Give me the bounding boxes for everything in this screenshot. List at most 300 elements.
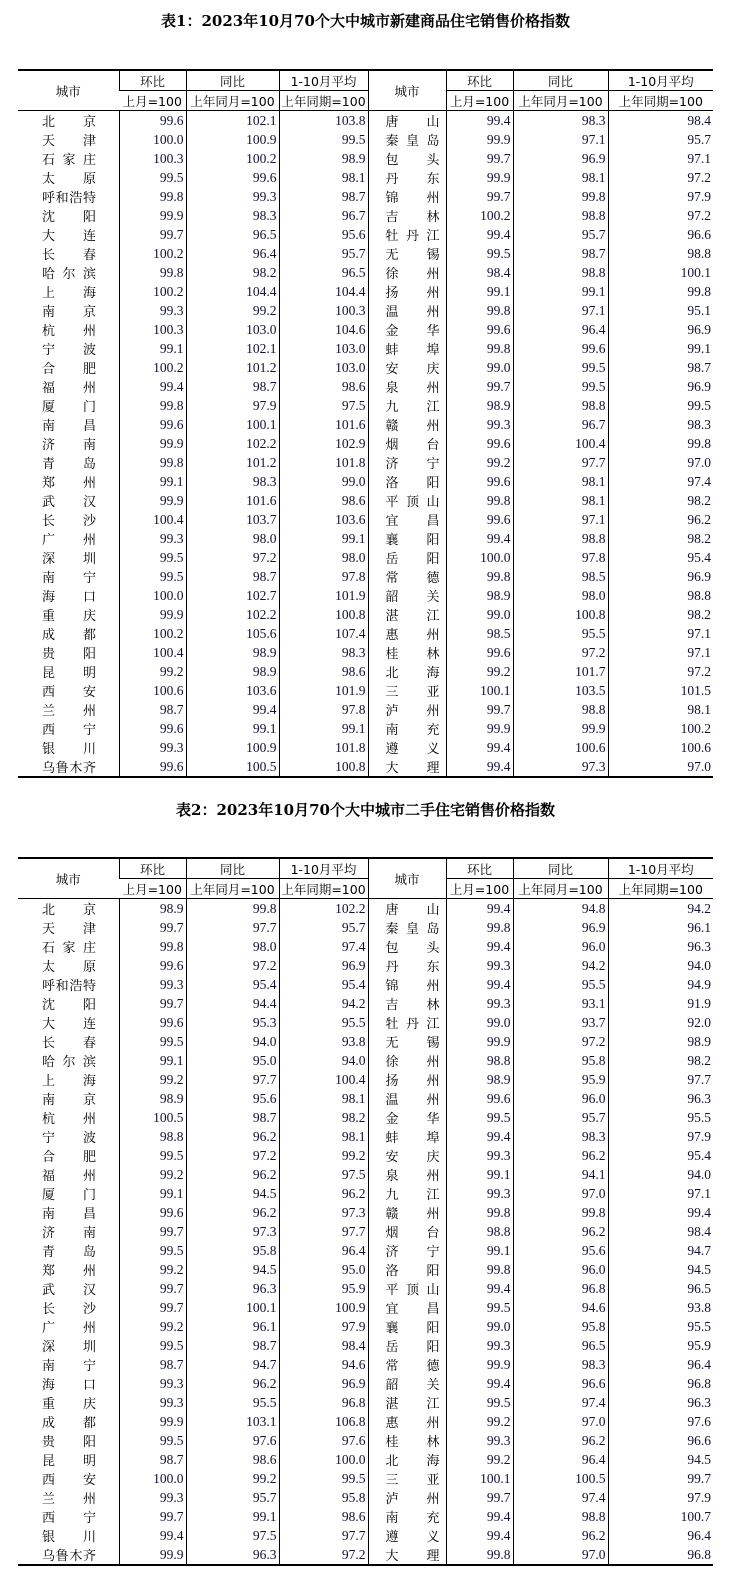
city-cell (368, 206, 446, 225)
avg-index: 104.4 (279, 282, 368, 301)
city-name: 韶关 (385, 590, 440, 605)
city-name: 长沙 (42, 1302, 96, 1317)
yoy-index: 103.7 (186, 510, 279, 529)
mom-index: 99.1 (119, 339, 186, 358)
yoy-index: 98.0 (513, 586, 608, 605)
city-cell (18, 377, 119, 396)
city-cell (18, 1260, 119, 1279)
table-row (18, 1222, 713, 1241)
header-yoy-base: 上年同月=100 (513, 879, 608, 899)
yoy-index: 99.9 (513, 719, 608, 738)
yoy-index: 98.5 (513, 567, 608, 586)
city-name: 宁波 (42, 1131, 96, 1146)
yoy-index: 97.0 (513, 1184, 608, 1203)
table-row (18, 1051, 713, 1070)
header-yoy: 同比 (513, 70, 608, 91)
city-cell (368, 529, 446, 548)
yoy-index: 97.3 (186, 1222, 279, 1241)
city-cell (18, 1184, 119, 1203)
yoy-index: 98.1 (513, 491, 608, 510)
mom-index: 99.7 (119, 1298, 186, 1317)
table-row (18, 567, 713, 586)
city-name: 杭州 (42, 1112, 96, 1127)
table-row (18, 1431, 713, 1450)
city-cell (18, 415, 119, 434)
mom-index: 99.0 (446, 1013, 513, 1032)
header-mom-base: 上月=100 (446, 91, 513, 111)
mom-index: 99.5 (119, 548, 186, 567)
city-name: 烟台 (385, 438, 440, 453)
city-cell (368, 719, 446, 738)
avg-index: 103.0 (279, 339, 368, 358)
mom-index: 99.1 (446, 282, 513, 301)
city-cell (18, 225, 119, 244)
avg-index: 95.4 (279, 975, 368, 994)
yoy-index: 97.1 (513, 130, 608, 149)
mom-index: 99.3 (446, 1431, 513, 1450)
mom-index: 99.4 (446, 111, 513, 131)
table-row (18, 1146, 713, 1165)
city-name: 蚌埠 (385, 343, 440, 358)
mom-index: 100.0 (119, 1469, 186, 1488)
city-name: 南京 (42, 1093, 96, 1108)
city-cell (18, 263, 119, 282)
mom-index: 99.8 (446, 1545, 513, 1565)
header-mom-base: 上月=100 (119, 879, 186, 899)
avg-index: 95.5 (608, 1108, 713, 1127)
avg-index: 93.8 (608, 1298, 713, 1317)
table-row (18, 605, 713, 624)
yoy-index: 103.1 (186, 1412, 279, 1431)
table-row (18, 548, 713, 567)
table-row (18, 1374, 713, 1393)
city-cell (368, 1146, 446, 1165)
city-name: 昆明 (42, 1454, 96, 1469)
mom-index: 99.6 (119, 1203, 186, 1222)
yoy-index: 97.8 (513, 548, 608, 567)
city-name: 乌鲁木齐 (42, 1549, 96, 1564)
city-cell (368, 1374, 446, 1393)
city-name: 遵义 (385, 1530, 440, 1545)
header-city: 城市 (368, 70, 446, 111)
table-row (18, 111, 713, 131)
mom-index: 100.2 (119, 244, 186, 263)
header-mom-base: 上月=100 (446, 879, 513, 899)
yoy-index: 96.2 (186, 1203, 279, 1222)
mom-index: 99.9 (446, 1355, 513, 1374)
mom-index: 99.7 (446, 1488, 513, 1507)
table-row (18, 130, 713, 149)
yoy-index: 98.1 (513, 472, 608, 491)
city-name: 贵阳 (42, 647, 96, 662)
city-name: 常德 (385, 571, 440, 586)
mom-index: 99.9 (119, 206, 186, 225)
city-name: 深圳 (42, 1340, 96, 1355)
avg-index: 95.4 (608, 1146, 713, 1165)
header-yoy: 同比 (186, 858, 279, 879)
city-name: 南宁 (42, 571, 96, 586)
city-cell (18, 358, 119, 377)
header-avg-base: 上年同期=100 (279, 91, 368, 111)
city-name: 泉州 (385, 1169, 440, 1184)
city-name: 襄阳 (385, 533, 440, 548)
table-row (18, 1241, 713, 1260)
avg-index: 101.8 (279, 453, 368, 472)
yoy-index: 95.3 (186, 1013, 279, 1032)
city-name: 济宁 (385, 1245, 440, 1260)
city-cell (18, 1374, 119, 1393)
mom-index: 100.4 (119, 643, 186, 662)
avg-index: 94.0 (279, 1051, 368, 1070)
mom-index: 99.3 (119, 529, 186, 548)
mom-index: 99.8 (119, 937, 186, 956)
city-name: 南充 (385, 723, 440, 738)
table-row (18, 529, 713, 548)
table-row (18, 1260, 713, 1279)
yoy-index: 97.3 (513, 757, 608, 777)
city-name: 成都 (42, 628, 96, 643)
yoy-index: 100.5 (186, 757, 279, 777)
yoy-index: 99.8 (513, 1203, 608, 1222)
mom-index: 99.8 (446, 339, 513, 358)
city-name: 上海 (42, 286, 96, 301)
mom-index: 99.1 (446, 1165, 513, 1184)
avg-index: 95.5 (279, 1013, 368, 1032)
yoy-index: 103.0 (186, 320, 279, 339)
city-cell (18, 1051, 119, 1070)
header-yoy: 同比 (513, 858, 608, 879)
yoy-index: 98.8 (513, 1507, 608, 1526)
avg-index: 101.5 (608, 681, 713, 700)
city-cell (368, 757, 446, 777)
city-cell (368, 956, 446, 975)
avg-index: 98.2 (608, 529, 713, 548)
avg-index: 96.5 (608, 1279, 713, 1298)
city-name: 赣州 (385, 419, 440, 434)
yoy-index: 100.9 (186, 130, 279, 149)
city-cell (368, 1507, 446, 1526)
city-name: 宁波 (42, 343, 96, 358)
avg-index: 98.2 (608, 1051, 713, 1070)
mom-index: 99.3 (119, 975, 186, 994)
avg-index: 103.0 (279, 358, 368, 377)
city-name: 桂林 (385, 1435, 440, 1450)
city-cell (18, 624, 119, 643)
mom-index: 99.7 (446, 700, 513, 719)
city-cell (18, 975, 119, 994)
mom-index: 100.1 (446, 681, 513, 700)
city-name: 贵阳 (42, 1435, 96, 1450)
city-name: 呼和浩特 (42, 979, 96, 994)
mom-index: 99.4 (119, 1526, 186, 1545)
city-cell (368, 1089, 446, 1108)
city-cell (18, 301, 119, 320)
table-row (18, 1450, 713, 1469)
header-avg-base: 上年同期=100 (608, 879, 713, 899)
city-cell (368, 339, 446, 358)
city-name: 唐山 (385, 903, 440, 918)
yoy-index: 96.4 (186, 244, 279, 263)
table-row (18, 624, 713, 643)
mom-index: 100.0 (446, 548, 513, 567)
avg-index: 101.9 (279, 586, 368, 605)
city-name: 海口 (42, 590, 96, 605)
mom-index: 99.6 (119, 1013, 186, 1032)
yoy-index: 98.0 (186, 529, 279, 548)
city-name: 吉林 (385, 210, 440, 225)
avg-index: 100.2 (608, 719, 713, 738)
mom-index: 99.2 (119, 1070, 186, 1089)
city-name: 锦州 (385, 191, 440, 206)
city-cell (368, 244, 446, 263)
city-name: 长沙 (42, 514, 96, 529)
city-name: 包头 (385, 153, 440, 168)
mom-index: 99.6 (446, 320, 513, 339)
yoy-index: 96.1 (186, 1317, 279, 1336)
table-row (18, 434, 713, 453)
yoy-index: 97.2 (186, 548, 279, 567)
avg-index: 94.6 (279, 1355, 368, 1374)
second-hand-housing-price-table (18, 857, 713, 1566)
city-cell (368, 377, 446, 396)
city-cell (368, 301, 446, 320)
avg-index: 98.3 (279, 643, 368, 662)
avg-index: 96.9 (608, 320, 713, 339)
city-cell (18, 1336, 119, 1355)
city-name: 烟台 (385, 1226, 440, 1241)
city-name: 岳阳 (385, 1340, 440, 1355)
table-row (18, 1203, 713, 1222)
city-name: 厦门 (42, 400, 96, 415)
city-name: 包头 (385, 941, 440, 956)
yoy-index: 96.3 (186, 1279, 279, 1298)
table-row (18, 738, 713, 757)
yoy-index: 96.8 (513, 1279, 608, 1298)
table-row (18, 1507, 713, 1526)
yoy-index: 99.8 (513, 187, 608, 206)
avg-index: 98.4 (608, 111, 713, 131)
avg-index: 97.9 (279, 1317, 368, 1336)
avg-index: 99.4 (608, 1203, 713, 1222)
yoy-index: 105.6 (186, 624, 279, 643)
city-cell (18, 956, 119, 975)
avg-index: 98.9 (608, 1032, 713, 1051)
yoy-index: 100.1 (186, 415, 279, 434)
mom-index: 99.6 (119, 956, 186, 975)
yoy-index: 97.4 (513, 1393, 608, 1412)
city-cell (18, 1203, 119, 1222)
city-cell (368, 700, 446, 719)
mom-index: 100.5 (119, 1108, 186, 1127)
avg-index: 101.6 (279, 415, 368, 434)
city-name: 秦皇岛 (385, 922, 440, 937)
yoy-index: 95.9 (513, 1070, 608, 1089)
avg-index: 95.7 (279, 244, 368, 263)
yoy-index: 97.1 (513, 510, 608, 529)
mom-index: 100.3 (119, 149, 186, 168)
yoy-index: 103.6 (186, 681, 279, 700)
mom-index: 99.9 (119, 1545, 186, 1565)
city-cell (368, 1165, 446, 1184)
city-cell (368, 1336, 446, 1355)
city-name: 扬州 (385, 1074, 440, 1089)
city-cell (18, 111, 119, 131)
city-name: 温州 (385, 1093, 440, 1108)
city-cell (18, 662, 119, 681)
city-name: 安庆 (385, 1150, 440, 1165)
table-row (18, 301, 713, 320)
yoy-index: 98.3 (513, 111, 608, 131)
yoy-index: 96.5 (513, 1336, 608, 1355)
table-row (18, 681, 713, 700)
city-name: 杭州 (42, 324, 96, 339)
city-name: 大理 (385, 761, 440, 776)
mom-index: 100.2 (446, 206, 513, 225)
yoy-index: 100.9 (186, 738, 279, 757)
avg-index: 103.6 (279, 510, 368, 529)
city-cell (18, 1355, 119, 1374)
city-cell (18, 244, 119, 263)
table-row (18, 719, 713, 738)
city-name: 安庆 (385, 362, 440, 377)
mom-index: 99.4 (446, 899, 513, 919)
city-cell (18, 1032, 119, 1051)
header-mom: 环比 (119, 858, 186, 879)
yoy-index: 97.7 (186, 918, 279, 937)
avg-index: 98.6 (279, 491, 368, 510)
avg-index: 96.4 (608, 1355, 713, 1374)
yoy-index: 95.7 (513, 225, 608, 244)
table-row (18, 1279, 713, 1298)
city-cell (368, 1488, 446, 1507)
yoy-index: 100.4 (513, 434, 608, 453)
avg-index: 100.3 (279, 301, 368, 320)
city-name: 平顶山 (385, 1283, 440, 1298)
mom-index: 99.4 (446, 738, 513, 757)
city-name: 哈尔滨 (42, 1055, 96, 1070)
mom-index: 99.5 (119, 1241, 186, 1260)
city-name: 大理 (385, 1549, 440, 1564)
city-name: 襄阳 (385, 1321, 440, 1336)
city-cell (18, 738, 119, 757)
yoy-index: 95.0 (186, 1051, 279, 1070)
table-row (18, 1412, 713, 1431)
header-avg-base: 上年同期=100 (279, 879, 368, 899)
avg-index: 100.4 (279, 1070, 368, 1089)
city-name: 银川 (42, 742, 96, 757)
city-name: 呼和浩特 (42, 191, 96, 206)
mom-index: 99.4 (446, 1526, 513, 1545)
city-cell (18, 1089, 119, 1108)
avg-index: 102.9 (279, 434, 368, 453)
yoy-index: 95.7 (186, 1488, 279, 1507)
city-name: 重庆 (42, 609, 96, 624)
yoy-index: 98.0 (186, 937, 279, 956)
city-name: 桂林 (385, 647, 440, 662)
yoy-index: 96.0 (513, 1260, 608, 1279)
table-row (18, 491, 713, 510)
yoy-index: 98.7 (186, 1108, 279, 1127)
city-name: 吉林 (385, 998, 440, 1013)
avg-index: 97.7 (279, 1222, 368, 1241)
yoy-index: 98.8 (513, 529, 608, 548)
city-cell (18, 605, 119, 624)
city-name: 泸州 (385, 1492, 440, 1507)
city-name: 北京 (42, 903, 96, 918)
table-row (18, 956, 713, 975)
city-cell (368, 130, 446, 149)
avg-index: 96.4 (279, 1241, 368, 1260)
city-name: 郑州 (42, 476, 96, 491)
mom-index: 99.2 (119, 1260, 186, 1279)
city-name: 济宁 (385, 457, 440, 472)
yoy-index: 95.8 (513, 1317, 608, 1336)
avg-index: 97.2 (608, 662, 713, 681)
yoy-index: 94.5 (186, 1260, 279, 1279)
yoy-index: 101.2 (186, 453, 279, 472)
city-name: 大连 (42, 1017, 96, 1032)
yoy-index: 99.4 (186, 700, 279, 719)
mom-index: 99.6 (446, 510, 513, 529)
yoy-index: 98.3 (513, 1127, 608, 1146)
city-name: 西宁 (42, 723, 96, 738)
header-yoy-base: 上年同月=100 (186, 91, 279, 111)
yoy-index: 97.1 (513, 301, 608, 320)
avg-index: 96.7 (279, 206, 368, 225)
city-name: 平顶山 (385, 495, 440, 510)
city-cell (368, 453, 446, 472)
city-cell (368, 1317, 446, 1336)
avg-index: 94.0 (608, 1165, 713, 1184)
city-name: 沈阳 (42, 210, 96, 225)
table-row (18, 662, 713, 681)
city-cell (368, 320, 446, 339)
table2-title: 表2：2023年10月70个大中城市二手住宅销售价格指数 (176, 801, 555, 819)
mom-index: 98.7 (119, 700, 186, 719)
city-name: 石家庄 (42, 941, 96, 956)
yoy-index: 94.0 (186, 1032, 279, 1051)
avg-index: 96.8 (608, 1374, 713, 1393)
avg-index: 98.1 (279, 168, 368, 187)
header-avg-base: 上年同期=100 (608, 91, 713, 111)
mom-index: 99.0 (446, 1317, 513, 1336)
city-cell (18, 899, 119, 919)
mom-index: 99.4 (446, 1507, 513, 1526)
yoy-index: 96.6 (513, 1374, 608, 1393)
avg-index: 96.8 (608, 1545, 713, 1565)
yoy-index: 95.5 (513, 975, 608, 994)
avg-index: 97.9 (608, 1488, 713, 1507)
yoy-index: 97.2 (186, 1146, 279, 1165)
yoy-index: 96.2 (186, 1374, 279, 1393)
table-row (18, 994, 713, 1013)
avg-index: 98.2 (279, 1108, 368, 1127)
avg-index: 92.0 (608, 1013, 713, 1032)
city-cell (18, 282, 119, 301)
avg-index: 97.1 (608, 149, 713, 168)
city-name: 乌鲁木齐 (42, 761, 96, 776)
mom-index: 99.6 (446, 472, 513, 491)
yoy-index: 96.0 (513, 937, 608, 956)
avg-index: 99.1 (279, 529, 368, 548)
yoy-index: 98.8 (513, 206, 608, 225)
city-cell (18, 681, 119, 700)
yoy-index: 99.6 (186, 168, 279, 187)
yoy-index: 98.9 (186, 662, 279, 681)
avg-index: 95.5 (608, 1317, 713, 1336)
mom-index: 99.2 (119, 1317, 186, 1336)
mom-index: 99.1 (446, 1241, 513, 1260)
